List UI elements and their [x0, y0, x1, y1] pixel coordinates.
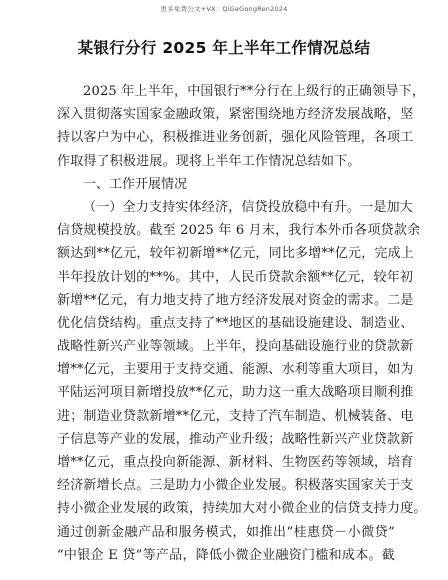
- paragraph-line: 平陆运河项目新增投放**亿元，助力这一重大战略项目顺利推: [57, 385, 414, 401]
- source-watermark: 更多免费公文+VX：QiGeGongRen2024: [160, 5, 288, 13]
- paragraph-line: 通过创新金融产品和服务模式，如推出“桂惠贷－小微贷”: [57, 524, 395, 540]
- intro-line: 作取得了积极进展。现将上半年工作情况总结如下。: [57, 153, 361, 169]
- paragraph-line: 新增**亿元，有力地支持了地方经济发展对资金的需求。二是: [57, 292, 414, 308]
- paragraph-line: 进；制造业贷款新增**亿元，支持了汽车制造、机械装备、电: [57, 408, 414, 424]
- paragraph-line: （一）全力支持实体经济，信贷投放稳中有升。一是加大: [83, 199, 414, 215]
- document-body: [57, 80, 427, 567]
- paragraph-line: 优化信贷结构。重点支持了**地区的基础设施建设、制造业、: [57, 315, 414, 331]
- paragraph-line: 经济新增长点。三是助力小微企业发展。积极落实国家关于支: [57, 478, 414, 494]
- section-heading: 一、工作开展情况: [83, 176, 188, 192]
- paragraph-line: “中银企 E 贷”等产品，降低小微企业融资门槛和成本。截: [57, 547, 395, 563]
- intro-line: 2025 年上半年，中国银行**分行在上级行的正确领导下，: [83, 84, 426, 99]
- intro-line: 持以客户为中心，积极推进业务创新，强化风险管理，各项工: [57, 130, 414, 146]
- paragraph-line: 半年投放计划的**%。其中，人民币贷款余额**亿元，较年初: [57, 269, 414, 285]
- paragraph-line: 额达到**亿元，较年初新增**亿元，同比多增**亿元，完成上: [57, 246, 415, 262]
- paragraph-line: 增**亿元，重点投向新能源、新材料、生物医药等领域，培育: [57, 455, 414, 470]
- paragraph-line: 增**亿元，主要用于支持交通、能源、水利等重大项目，如为: [57, 362, 414, 378]
- document-title: 某银行分行 2025 年上半年工作情况总结: [77, 39, 371, 57]
- paragraph-line: 信贷规模投放。截至 2025 年 6 月末，我行本外币各项贷款余: [57, 223, 421, 239]
- paragraph-line: 子信息等产业的发展，推动产业升级；战略性新兴产业贷款新: [57, 431, 414, 447]
- intro-line: 深入贯彻落实国家金融政策，紧密围绕地方经济发展战略，坚: [57, 107, 414, 123]
- paragraph-line: 持小微企业发展的政策，持续加大对小微企业的信贷支持力度。: [57, 501, 427, 517]
- paragraph-line: 战略性新兴产业等领域。上半年，投向基础设施行业的贷款新: [57, 339, 414, 355]
